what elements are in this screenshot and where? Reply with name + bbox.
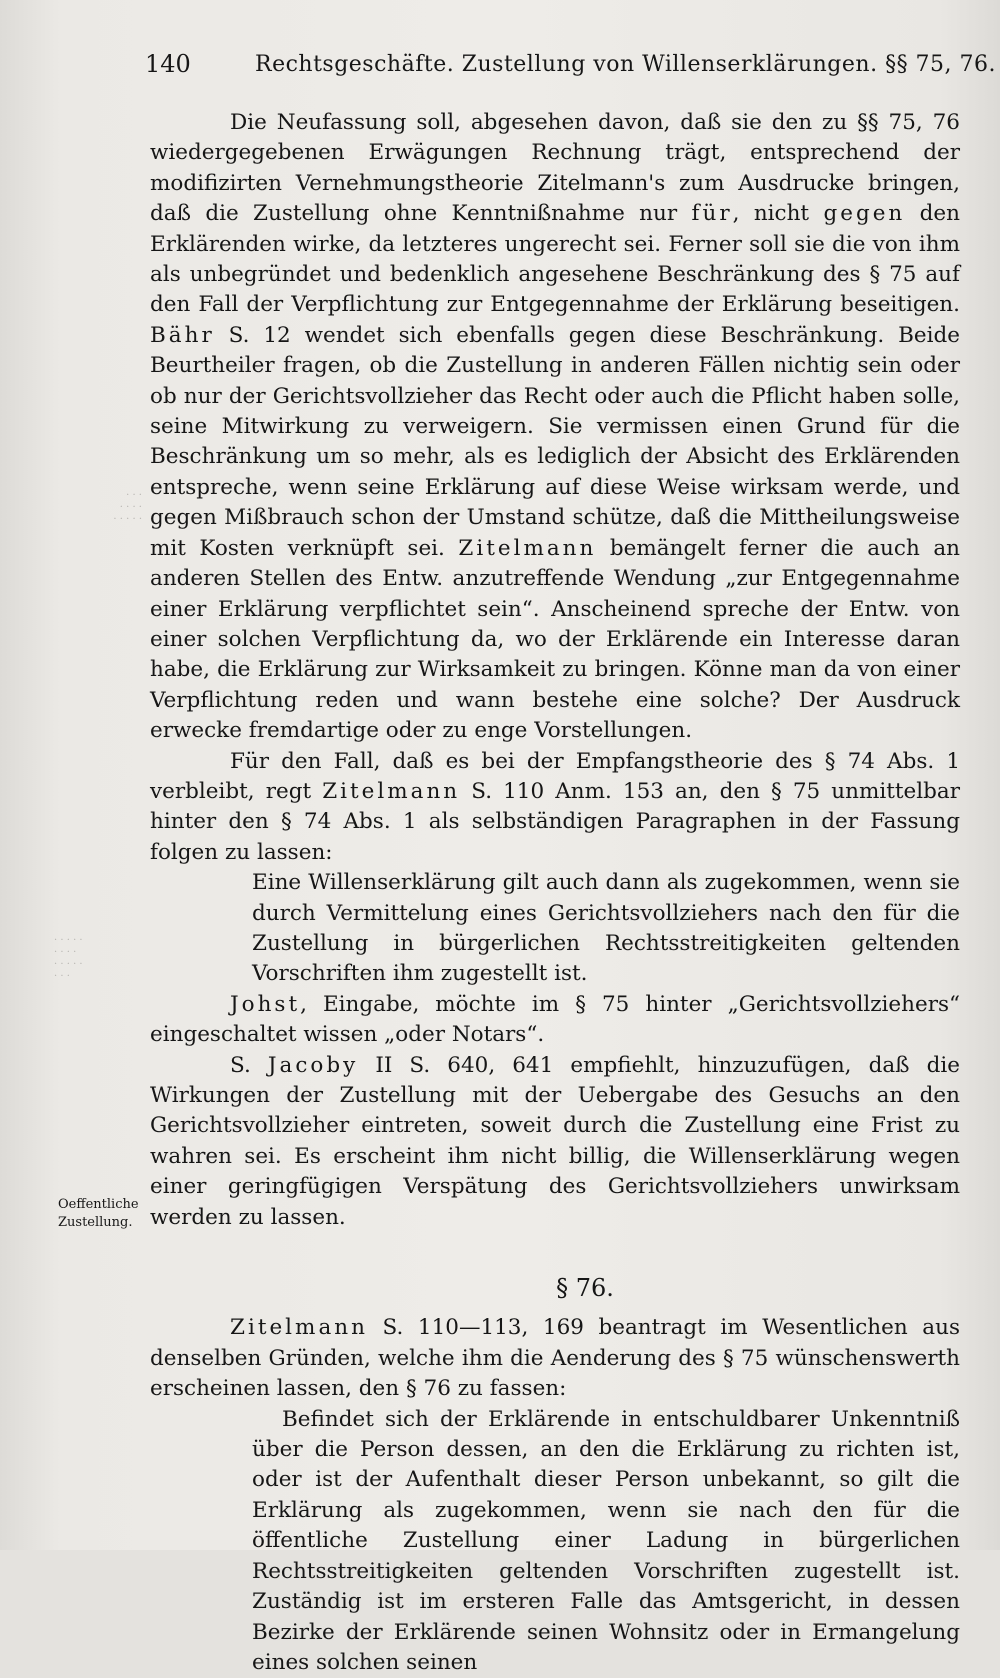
text-run: Für den Fall, daß es bei der Empfangstheorie des § 74 Abs. 1 verbleibt, regt [150,748,960,804]
author-name: Zitelmann [322,778,461,804]
text-run: S. 110 Anm. 153 an, den § 75 unmittelbar hinter den § 74 Abs. 1 als selbständigen Paragraphen in der Fassung folgen zu lassen: [150,778,960,865]
text-run: bemängelt ferner die auch an anderen Stellen des Entw. anzutreffende Wendung „zur Entgegennahme einer Erklärung verpflichtet sein“. Anscheinend spreche der Entw. von einer solchen Verpflichtung da, wo der Erklärende ein Interesse daran habe, die Erklärung zur Wirksamkeit zu bringen. Könne man da von einer Verpflichtung reden und wann bestehe eine solche? Der Ausdruck erwecke fremdartige oder zu enge Vorstellungen. [150,535,960,744]
page-header [145,50,997,80]
paragraph [150,990,960,1051]
text-run: , Eingabe, möchte im § 75 hinter „Gerichtsvollziehers“ eingeschaltet wissen „oder Notars“. [150,991,960,1048]
author-name: Bähr [150,322,215,348]
emphasized-word: gegen [823,201,906,227]
paragraph [150,747,960,869]
text-run: , nicht [732,201,824,227]
page-number: 140 [145,50,191,78]
quoted-proposal: Befindet sich der Erklärende in entschuldbarer Unkenntniß über die Person dessen, an den die Erklärung zu richten ist, oder ist der Aufenthalt dieser Person unbekannt, so gilt die Erklärung als zugekommen, wenn sie nach den für die öffentliche Zustellung einer Ladung in bürgerlichen Rechtsstreitigkeiten geltenden Vorschriften zugestellt ist. Zuständig ist im ersteren Falle das Amtsgericht, in dessen Bezirke der Erklärende seinen Wohnsitz oder in Ermangelung eines solchen seinen [252,1406,960,1675]
text-run: II S. 640, 641 empfiehlt, hinzuzufügen, daß die Wirkungen der Zustellung mit der Uebergabe des Gesuchs an den Gerichtsvollzieher eintreten, soweit durch die Zustellung eine Frist zu wahren sei. Es erscheint ihm nicht billig, die Willenserklärung wegen einer geringfügigen Verspätung des Gerichtsvollziehers unwirksam werden zu lassen. [150,1052,960,1230]
paragraph [150,1051,960,1233]
margin-note-line: Zustellung. [58,1215,133,1230]
author-name: Jacoby [267,1052,359,1078]
bleed-through-mark: · · · · · · · · · · · · [113,490,142,525]
bleed-through-mark: · · · · · · · · · · · · · · · · · [54,935,83,982]
text-run: S. 12 wendet sich ebenfalls gegen diese Beschränkung. Beide Beurtheiler fragen, ob die Zustellung in anderen Fällen nichtig sein oder ob nur der Gerichtsvollzieher das Recht oder auch die Pflicht haben solle, seine Mitwirkung zu verweigern. Sie vermissen einen Grund für die Beschränkung um so mehr, als es lediglich der Absicht des Erklärenden entspreche, wenn seine Erklärung auf diese Weise wirksam werde, und gegen Mißbrauch schon der Umstand schütze, daß die Mittheilungsweise mit Kosten verknüpft sei. [150,322,960,561]
author-name: Johst [230,991,301,1017]
paragraph [150,1313,960,1404]
paragraph [150,108,960,747]
text-run: S. [230,1052,268,1078]
quoted-proposal: Eine Willenserklärung gilt auch dann als zugekommen, wenn sie durch Vermittelung eines Gerichtsvollziehers nach den für die Zustellung in bürgerlichen Rechtsstreitigkeiten geltenden Vorschriften ihm zugestellt ist. [252,870,960,987]
text-run: den Erklärenden wirke, da letzteres ungerecht sei. Ferner soll sie die von ihm als unbegründet und bedenklich angesehene Beschränkung des § 75 auf den Fall der Verpflichtung zur Entgegennahme der Erklärung beseitigen. [150,201,960,318]
author-name: Zitelmann [458,535,597,561]
margin-note-line: Oeffentliche [58,1197,139,1212]
margin-note [58,1196,148,1232]
section-heading: § 76. [556,1274,614,1303]
author-name: Zitelmann [230,1315,368,1341]
text-run: S. 110—113, 169 beantragt im Wesentlichen aus denselben Gründen, welche ihm die Aenderung des § 75 wünschenswerth erscheinen lassen, den § 76 zu fassen: [150,1315,960,1402]
running-head: Rechtsgeschäfte. Zustellung von Willenserklärungen. §§ 75, 76. [255,52,997,77]
text-run: Die Neufassung soll, abgesehen davon, daß sie den zu §§ 75, 76 wiedergegebenen Erwägungen Rechnung trägt, entsprechend der modifizirten Vernehmungstheorie Zitelmann's zum Ausdrucke bringen, daß die Zustellung ohne Kenntnißnahme nur [150,110,960,227]
emphasized-word: für [691,201,733,227]
body-text [150,108,960,1678]
